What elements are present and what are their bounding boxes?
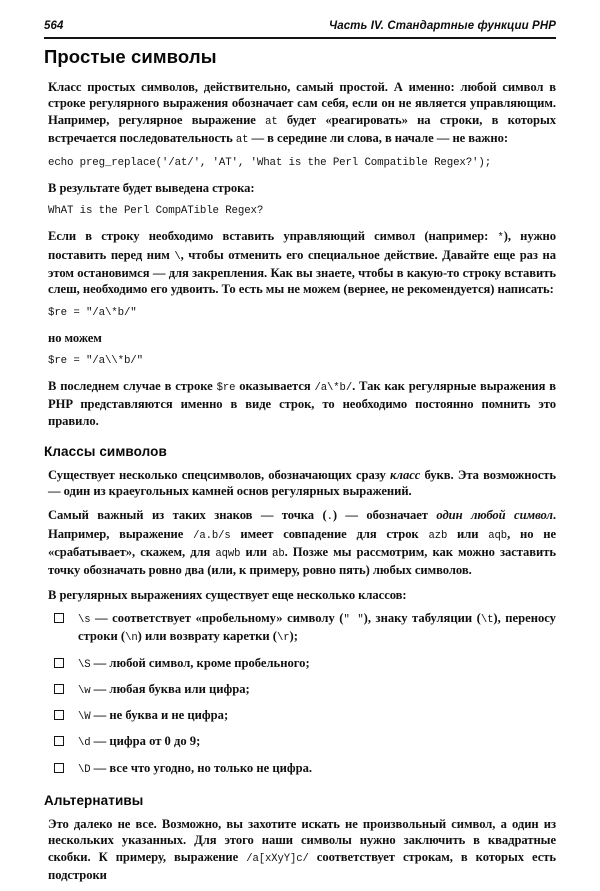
inline-code: /a[xXyY]c/: [246, 852, 309, 865]
list-item: [48, 760, 556, 778]
paragraph-classes-1: [44, 467, 556, 500]
text-run: — все что угодно, но только не цифра.: [90, 760, 313, 775]
text-run: Самый важный из таких знаков — точка (: [48, 508, 327, 523]
inline-code: at: [235, 133, 249, 146]
text-run: соответствует строкам, в которых есть подстроки: [48, 849, 556, 882]
page-number: 564: [44, 20, 64, 32]
inline-code: \D: [78, 763, 91, 776]
text-run: . Например, выражение: [48, 508, 556, 541]
inline-code: \W: [78, 711, 91, 724]
inline-code: *: [497, 232, 504, 245]
paragraph-alternatives-1: [44, 816, 556, 883]
inline-code: \n: [125, 632, 138, 645]
inline-code: $re: [216, 381, 236, 394]
code-block-preg-replace: echo preg_replace('/at/', 'AT', 'What is the Perl Compatible Regex?');: [48, 157, 492, 170]
character-class-list: [44, 610, 556, 778]
text-run: );: [289, 629, 298, 644]
paragraph-result-intro: В результате будет выведена строка:: [48, 181, 255, 196]
inline-code: \w: [78, 684, 91, 697]
inline-code: \d: [78, 737, 91, 750]
inline-code: \S: [78, 658, 91, 671]
text-run: имеет совпадение для строк: [230, 526, 429, 541]
text-run: , чтобы отменить его специальное действие. Давайте еще раз на этом остановимся — для закрепления. Как вы знаете, чтобы в какую-то строку вставить слеш, необходимо его удвоить. То есть мы не можем (вернее, не рекомендуется) написать:: [48, 247, 556, 297]
list-item: [48, 707, 556, 725]
text-run: . Так как регулярные выражения в PHP представляются именно в виде строк, то необходимо постоянно помнить это правило.: [48, 378, 556, 428]
text-run: — соответствует «пробельному» символу (: [90, 610, 344, 625]
text-run: Это далеко не все. Возможно, вы захотите искать не произвольный символ, а один из нескольких указанных. Для этого наши символы нужно заключить в квадратные скобки. К примеру, выражение: [48, 817, 556, 864]
paragraph-escaping: [44, 228, 556, 297]
header-rule: [44, 37, 556, 39]
square-bullet-icon: [54, 710, 64, 720]
text-run: — не буква и не цифра;: [90, 708, 229, 723]
paragraph-classes-2: [44, 507, 556, 578]
text-run: или: [240, 545, 273, 560]
code-block-re-double: $re = "/a\\*b/": [48, 354, 143, 367]
square-bullet-icon: [54, 658, 64, 668]
text-run: будет «реагировать» на строки, в которых встречается последовательность: [48, 112, 556, 145]
square-bullet-icon: [54, 763, 64, 773]
paragraph-but-we-can: но можем: [48, 330, 102, 345]
text-run: Существует несколько спецсимволов, обозначающих сразу: [48, 467, 390, 482]
square-bullet-icon: [54, 613, 64, 623]
inline-code: aqwb: [215, 548, 241, 561]
code-block-output: WhAT is the Perl CompATible Regex?: [48, 205, 264, 218]
text-run: , но не «срабатывает», скажем, для: [48, 526, 556, 560]
text-run: ), переносу строки (: [78, 610, 556, 644]
inline-code: \s: [78, 613, 91, 626]
text-run: В последнем случае в строке: [48, 378, 217, 393]
inline-code: at: [265, 115, 278, 128]
text-run: — в середине ли слова, в начале — не важно:: [248, 130, 508, 145]
text-run: — цифра от 0 до 9;: [90, 734, 201, 749]
list-item: [48, 610, 556, 647]
page-title: Простые символы: [44, 46, 217, 67]
inline-code: \t: [480, 613, 494, 626]
section-title-alternatives: Альтернативы: [44, 793, 144, 809]
text-run: оказывается: [235, 378, 315, 393]
inline-code: \: [174, 250, 181, 263]
list-item: [48, 681, 556, 699]
inline-code: " ": [343, 613, 364, 626]
running-head-title: Часть IV. Стандартные функции PHP: [328, 20, 556, 32]
text-run: Если в строку необходимо вставить управляющий символ (например:: [48, 229, 498, 244]
text-run: или: [447, 526, 489, 541]
code-block-re-single: $re = "/a\*b/": [48, 306, 137, 319]
text-run: Класс простых символов, действительно, самый простой. А именно: любой символ в строке регулярного выражения обозначает сам себя, если он не является управляющим. Например, регулярное выражение: [48, 80, 556, 127]
section-title-classes: Классы символов: [44, 443, 167, 459]
inline-code: ab: [272, 548, 285, 561]
text-run: — любой символ, кроме пробельного;: [90, 655, 310, 670]
list-item: [48, 733, 556, 751]
text-run: букв. Эта возможность — один из краеугольных камней основ регулярных выражений.: [48, 467, 556, 499]
text-run: ), знаку табуляции (: [363, 610, 481, 625]
text-run: ) или возврату каретки (: [137, 629, 277, 644]
inline-code: /a\*b/: [314, 381, 353, 394]
inline-code: .: [326, 511, 333, 524]
text-run: ), нужно поставить перед ним: [48, 229, 556, 262]
square-bullet-icon: [54, 736, 64, 746]
emphasis-text: класс: [389, 467, 421, 482]
inline-code: /a.b/s: [193, 529, 231, 542]
text-column: [44, 44, 556, 891]
text-run: . Позже мы рассмотрим, как можно заставить точку обозначать ровно два (или, к примеру, ровно пять) любых символов.: [48, 545, 557, 578]
inline-code: azb: [428, 529, 448, 542]
inline-code: aqb: [488, 529, 508, 542]
text-run: — любая буква или цифра;: [90, 681, 250, 696]
inline-code: \r: [277, 632, 290, 645]
emphasis-text: один любой символ: [436, 508, 553, 523]
running-head: [44, 20, 556, 32]
square-bullet-icon: [54, 684, 64, 694]
paragraph-last-case: [44, 378, 556, 429]
paragraph-more-classes: В регулярных выражениях существует еще несколько классов:: [48, 587, 407, 602]
text-run: ) — обозначает: [332, 508, 437, 523]
list-item: [48, 655, 556, 673]
paragraph-simple-chars-1: [44, 79, 556, 148]
